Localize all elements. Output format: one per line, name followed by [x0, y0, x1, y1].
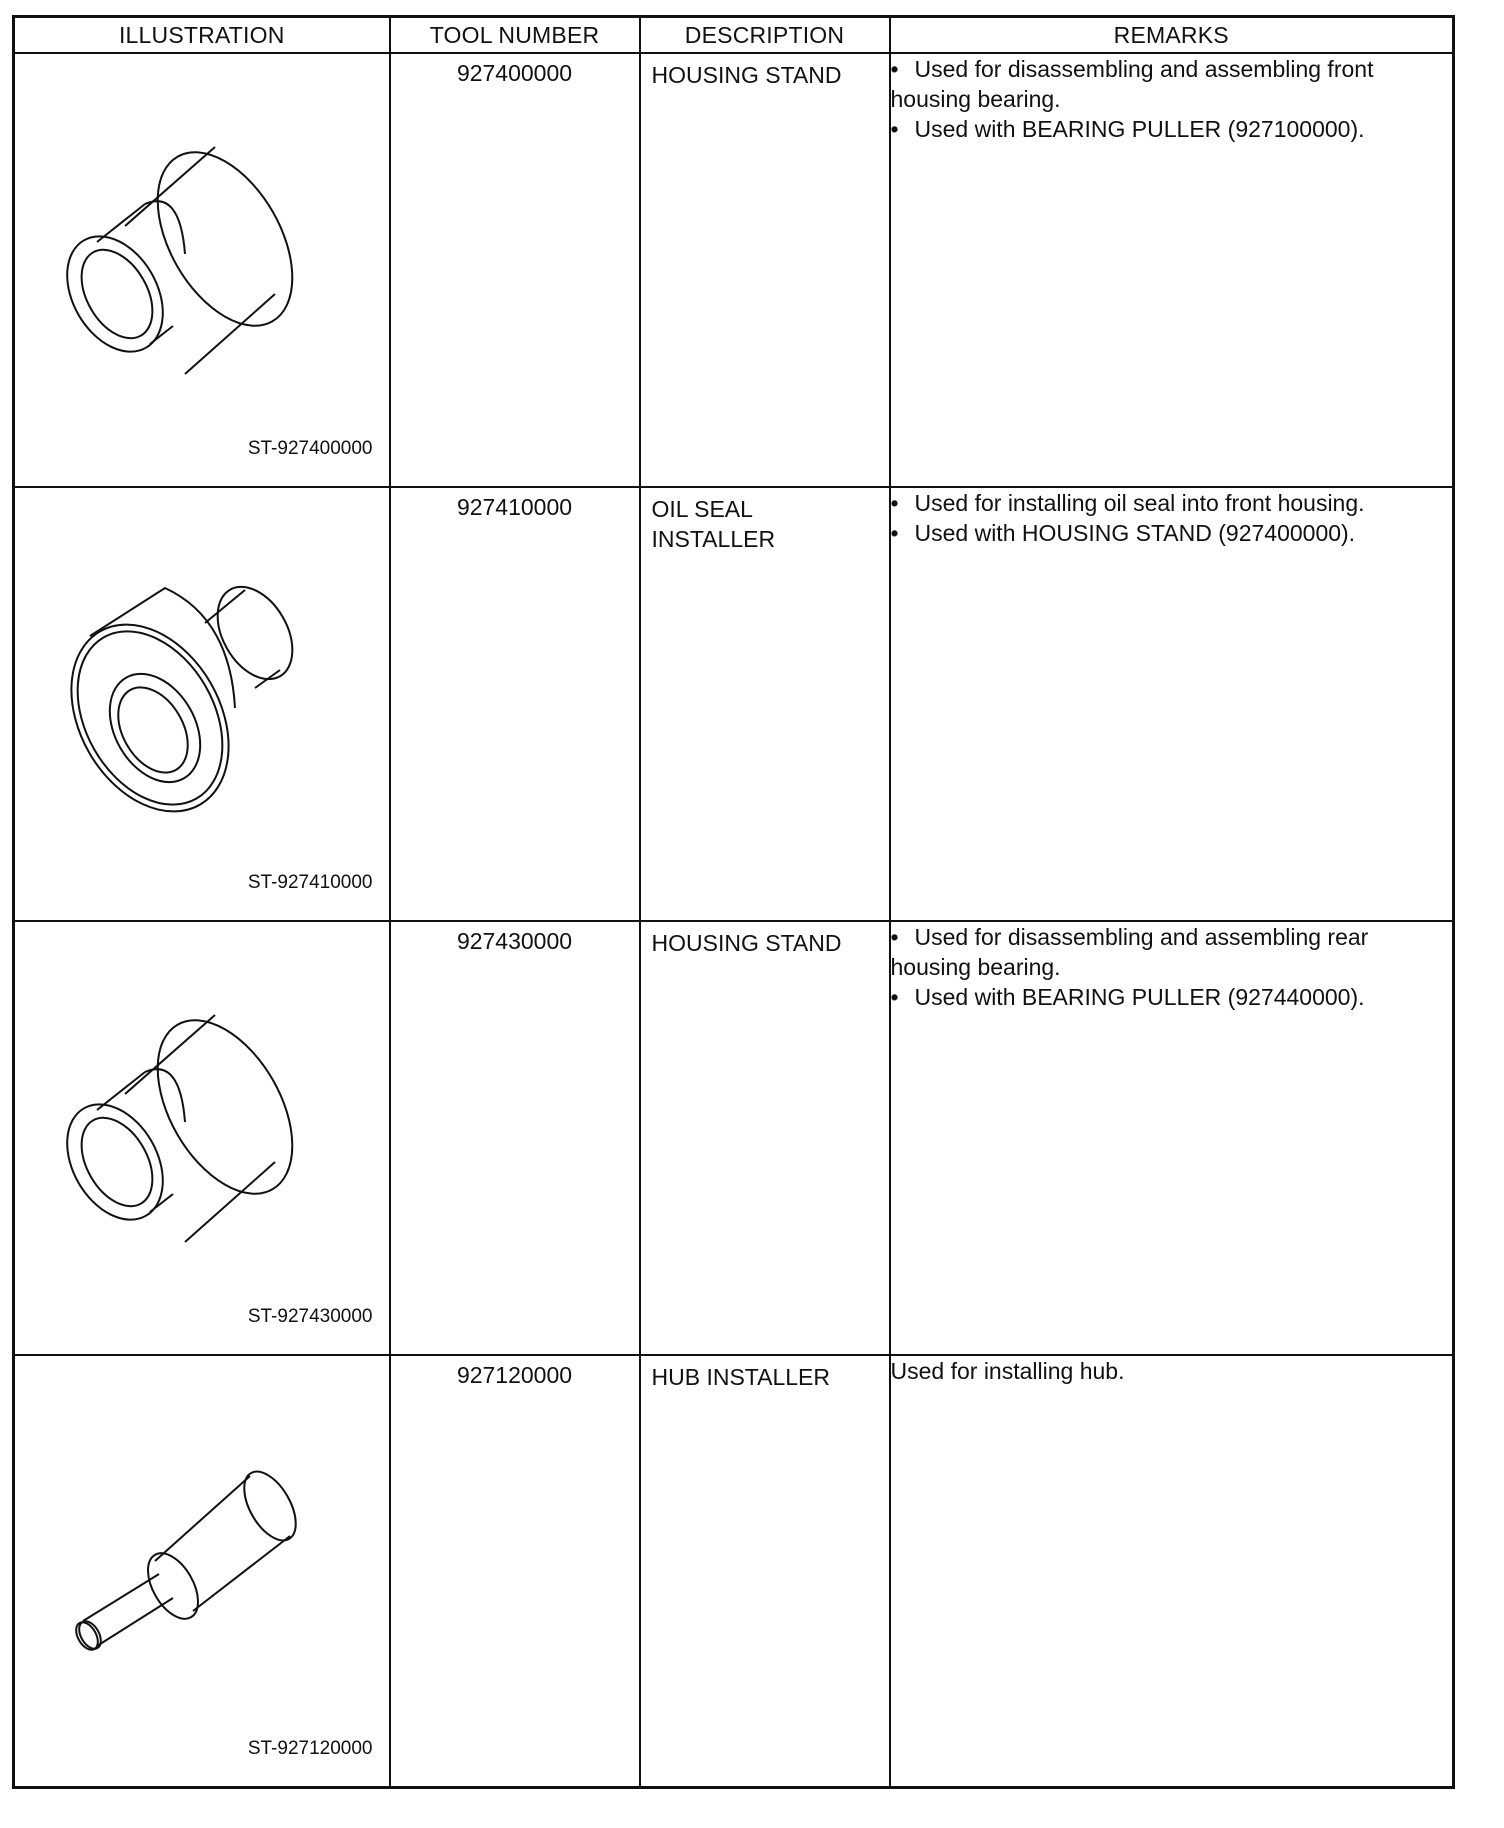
tool-description: HOUSING STAND — [651, 62, 842, 88]
remark-text: Used for installing oil seal into front housing. — [914, 490, 1365, 516]
stepped-cylinder-icon — [55, 1012, 355, 1262]
stepped-cylinder-icon — [55, 144, 355, 394]
remarks-list — [891, 922, 1453, 1012]
bullet-icon: • — [890, 116, 899, 142]
illustration-cell — [14, 487, 390, 921]
remark-text: Used with HOUSING STAND (927400000). — [914, 520, 1356, 546]
description-cell — [640, 921, 890, 1355]
remark-item — [891, 54, 1453, 114]
tool-number-cell — [390, 53, 640, 487]
tool-description: HUB INSTALLER — [651, 1364, 831, 1390]
illustration-cell — [14, 921, 390, 1355]
hub-installer-icon — [55, 1446, 355, 1696]
illustration-code: ST-927410000 — [247, 872, 373, 893]
oil-seal-installer-icon — [55, 578, 355, 828]
tool-number: 927120000 — [456, 1362, 573, 1388]
remark-text: Used with BEARING PULLER (927440000). — [914, 984, 1365, 1010]
remarks-list — [891, 488, 1453, 548]
remarks-cell — [890, 921, 1454, 1355]
remarks-cell — [890, 487, 1454, 921]
remark-text: Used with BEARING PULLER (927100000). — [914, 116, 1365, 142]
remarks-cell — [890, 1355, 1454, 1788]
remark-text: Used for disassembling and assembling front housing bearing. — [890, 56, 1374, 112]
tool-description: OIL SEAL INSTALLER — [651, 496, 776, 552]
description-cell — [640, 53, 890, 487]
tool-description: HOUSING STAND — [651, 930, 842, 956]
special-tools-table — [12, 15, 1455, 1789]
tool-number: 927400000 — [456, 60, 573, 86]
bullet-icon: • — [890, 984, 899, 1010]
tool-number-cell — [390, 1355, 640, 1788]
special-tools-sheet — [12, 15, 1452, 1807]
bullet-icon: • — [890, 490, 899, 516]
illustration-cell — [14, 53, 390, 487]
table-row — [14, 53, 1454, 487]
illustration-code: ST-927430000 — [247, 1306, 373, 1327]
illustration-cell — [14, 1355, 390, 1788]
table-header-row — [14, 17, 1454, 54]
table-row — [14, 487, 1454, 921]
remark-item — [891, 518, 1453, 548]
remarks-list — [891, 54, 1453, 144]
tool-number-cell — [390, 487, 640, 921]
table-row — [14, 1355, 1454, 1788]
remarks-cell — [890, 53, 1454, 487]
remark-text: Used for installing hub. — [890, 1358, 1125, 1384]
illustration-code: ST-927120000 — [247, 1738, 373, 1759]
table-row — [14, 921, 1454, 1355]
remark-item — [891, 982, 1453, 1012]
remark-item — [891, 488, 1453, 518]
bullet-icon: • — [890, 924, 899, 950]
header-description: DESCRIPTION — [640, 17, 890, 54]
tool-number-cell — [390, 921, 640, 1355]
remark-text: Used for disassembling and assembling rear housing bearing. — [890, 924, 1369, 980]
description-cell — [640, 1355, 890, 1788]
tool-number: 927410000 — [456, 494, 573, 520]
header-tool-number: TOOL NUMBER — [390, 17, 640, 54]
remark-item — [891, 114, 1453, 144]
illustration-code: ST-927400000 — [247, 438, 373, 459]
bullet-icon: • — [890, 56, 899, 82]
header-illustration: ILLUSTRATION — [14, 17, 390, 54]
remark-item — [891, 922, 1453, 982]
tool-number: 927430000 — [456, 928, 573, 954]
header-remarks: REMARKS — [890, 17, 1454, 54]
description-cell — [640, 487, 890, 921]
bullet-icon: • — [890, 520, 899, 546]
